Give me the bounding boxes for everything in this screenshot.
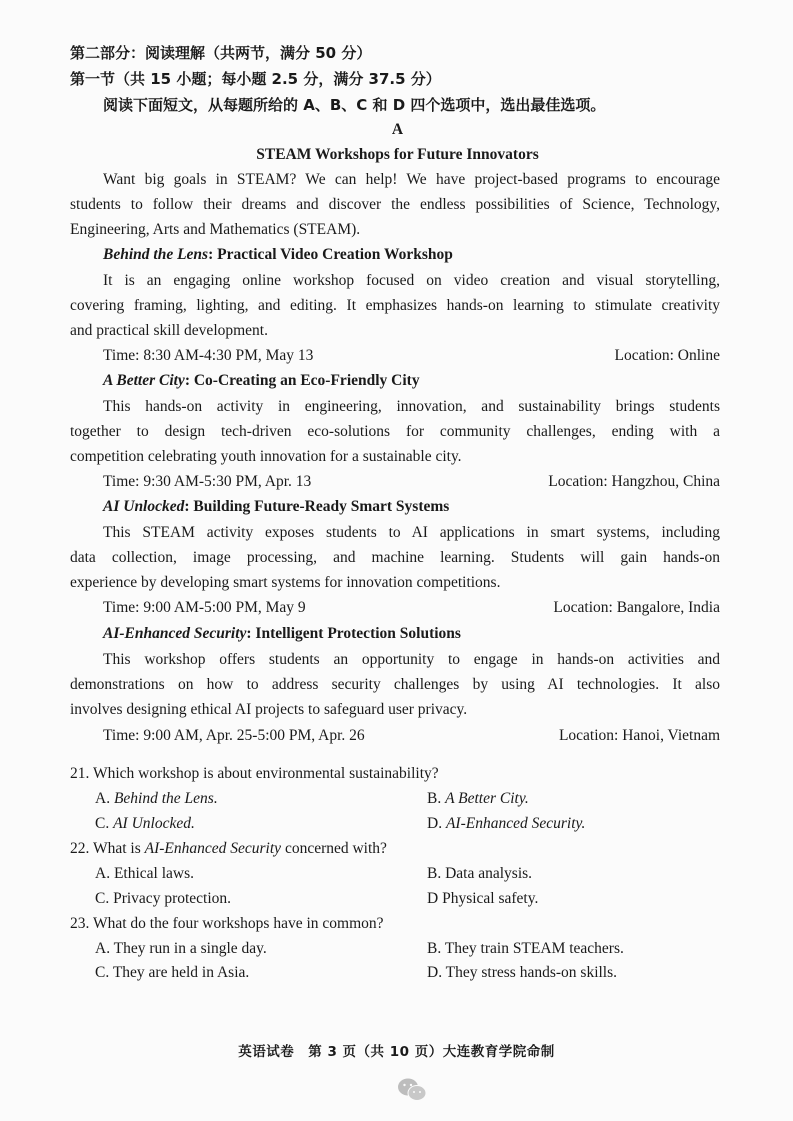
stem-text: concerned with? bbox=[281, 840, 387, 857]
option-b[interactable] bbox=[427, 865, 532, 883]
workshop-desc-line: It is an engaging online workshop focused on video creation and visual storytelling, bbox=[103, 272, 720, 289]
section-title: 第二部分：阅读理解（共两节，满分 50 分） bbox=[70, 44, 372, 62]
workshop-desc-line: covering framing, lighting, and editing. It emphasizes hands-on learning to stimulate creativity bbox=[70, 297, 720, 314]
workshop-heading bbox=[103, 372, 720, 390]
option-letter: A. bbox=[95, 865, 114, 882]
wechat-icon bbox=[395, 1075, 435, 1105]
option-text: They are held in Asia. bbox=[112, 964, 250, 981]
stem-italic: AI-Enhanced Security bbox=[144, 840, 282, 857]
option-text: A Better City. bbox=[445, 790, 529, 807]
option-letter: B. bbox=[427, 790, 446, 807]
passage-label: A bbox=[391, 121, 404, 138]
workshop-name: A Better City bbox=[103, 372, 185, 389]
workshop-location: Location: Online bbox=[614, 347, 720, 364]
workshop-name: Behind the Lens bbox=[103, 246, 209, 263]
workshop-desc-line: demonstrations on how to address security challenges by using AI technologies. It also bbox=[70, 676, 720, 693]
intro-line: Engineering, Arts and Mathematics (STEAM). bbox=[70, 221, 361, 238]
workshop-time: Time: 9:00 AM-5:00 PM, May 9 bbox=[103, 599, 306, 616]
workshop-time: Time: 9:00 AM, Apr. 25-5:00 PM, Apr. 26 bbox=[103, 727, 365, 744]
workshop-desc-line: together to design tech-driven eco-solutions for community challenges, ending with a bbox=[70, 423, 720, 440]
question-stem bbox=[70, 840, 720, 858]
workshop-desc-line: and practical skill development. bbox=[70, 322, 268, 339]
workshop-location: Location: Hangzhou, China bbox=[548, 473, 720, 490]
workshop-info bbox=[103, 347, 720, 365]
workshop-info bbox=[103, 727, 720, 745]
workshop-subtitle: : Intelligent Protection Solutions bbox=[246, 625, 461, 642]
option-c[interactable] bbox=[95, 964, 249, 982]
stem-text: 22. What is bbox=[70, 840, 145, 857]
question-stem: 21. Which workshop is about environmental sustainability? bbox=[70, 765, 439, 782]
option-c[interactable] bbox=[95, 815, 195, 833]
option-text: Ethical laws. bbox=[113, 865, 195, 882]
workshop-location: Location: Hanoi, Vietnam bbox=[558, 727, 720, 744]
workshop-time: Time: 9:30 AM-5:30 PM, Apr. 13 bbox=[103, 473, 312, 490]
workshop-desc-line: involves designing ethical AI projects to safeguard user privacy. bbox=[70, 701, 468, 718]
option-text: Behind the Lens. bbox=[113, 790, 218, 807]
option-letter: D. bbox=[427, 815, 446, 832]
option-letter: C. bbox=[95, 815, 114, 832]
workshop-desc-line: This STEAM activity exposes students to AI applications in smart systems, including bbox=[103, 524, 720, 541]
workshop-name: AI Unlocked bbox=[103, 498, 185, 515]
option-text: Data analysis. bbox=[445, 865, 533, 882]
option-d[interactable] bbox=[427, 890, 538, 908]
option-letter: B. bbox=[427, 940, 445, 957]
subsection-title: 第一节（共 15 小题；每小题 2.5 分，满分 37.5 分） bbox=[70, 70, 441, 88]
workshop-desc-line: This workshop offers students an opportunity to engage in hands-on activities and bbox=[103, 651, 720, 668]
option-c[interactable] bbox=[95, 890, 231, 908]
intro-line: students to follow their dreams and discover the endless possibilities of Science, Technology, bbox=[70, 196, 720, 213]
workshop-heading bbox=[103, 246, 720, 264]
instructions: 阅读下面短文，从每题所给的 A、B、C 和 D 四个选项中，选出最佳选项。 bbox=[103, 96, 606, 114]
option-a[interactable] bbox=[95, 940, 267, 958]
option-letter: C. bbox=[95, 890, 114, 907]
option-text: They stress hands-on skills. bbox=[445, 964, 618, 981]
option-text: Physical safety. bbox=[442, 890, 539, 907]
workshop-desc-line: competition celebrating youth innovation for a sustainable city. bbox=[70, 448, 462, 465]
option-letter: C. bbox=[95, 964, 113, 981]
workshop-heading bbox=[103, 625, 720, 643]
option-letter: A. bbox=[95, 940, 114, 957]
intro-line: Want big goals in STEAM? We can help! We have project-based programs to encourage bbox=[103, 171, 720, 188]
workshop-heading bbox=[103, 498, 720, 516]
workshop-subtitle: : Practical Video Creation Workshop bbox=[208, 246, 453, 263]
option-a[interactable] bbox=[95, 790, 218, 808]
question-stem: 23. What do the four workshops have in common? bbox=[70, 915, 384, 932]
option-text: They run in a single day. bbox=[113, 940, 267, 957]
workshop-subtitle: : Co-Creating an Eco-Friendly City bbox=[184, 372, 420, 389]
option-d[interactable] bbox=[427, 964, 617, 982]
workshop-desc-line: experience by developing smart systems for innovation competitions. bbox=[70, 574, 501, 591]
workshop-info bbox=[103, 473, 720, 491]
page-footer: 英语试卷 第 3 页（共 10 页）大连教育学院命制 bbox=[238, 1044, 555, 1060]
workshop-location: Location: Bangalore, India bbox=[553, 599, 720, 616]
workshop-name: AI-Enhanced Security bbox=[103, 625, 247, 642]
option-b[interactable] bbox=[427, 940, 624, 958]
option-letter: A. bbox=[95, 790, 114, 807]
option-letter: B. bbox=[427, 865, 446, 882]
passage-title: STEAM Workshops for Future Innovators bbox=[256, 146, 539, 163]
workshop-time: Time: 8:30 AM-4:30 PM, May 13 bbox=[103, 347, 314, 364]
workshop-subtitle: : Building Future-Ready Smart Systems bbox=[184, 498, 450, 515]
option-b[interactable] bbox=[427, 790, 529, 808]
option-letter: D. bbox=[427, 964, 446, 981]
option-text: AI Unlocked. bbox=[113, 815, 195, 832]
option-letter: D bbox=[427, 890, 443, 907]
workshop-desc-line: data collection, image processing, and machine learning. Students will gain hands-on bbox=[70, 549, 720, 566]
option-a[interactable] bbox=[95, 865, 194, 883]
option-text: They train STEAM teachers. bbox=[444, 940, 624, 957]
workshop-info bbox=[103, 599, 720, 617]
option-d[interactable] bbox=[427, 815, 585, 833]
option-text: Privacy protection. bbox=[113, 890, 232, 907]
option-text: AI-Enhanced Security. bbox=[445, 815, 586, 832]
workshop-desc-line: This hands-on activity in engineering, innovation, and sustainability brings students bbox=[103, 398, 720, 415]
